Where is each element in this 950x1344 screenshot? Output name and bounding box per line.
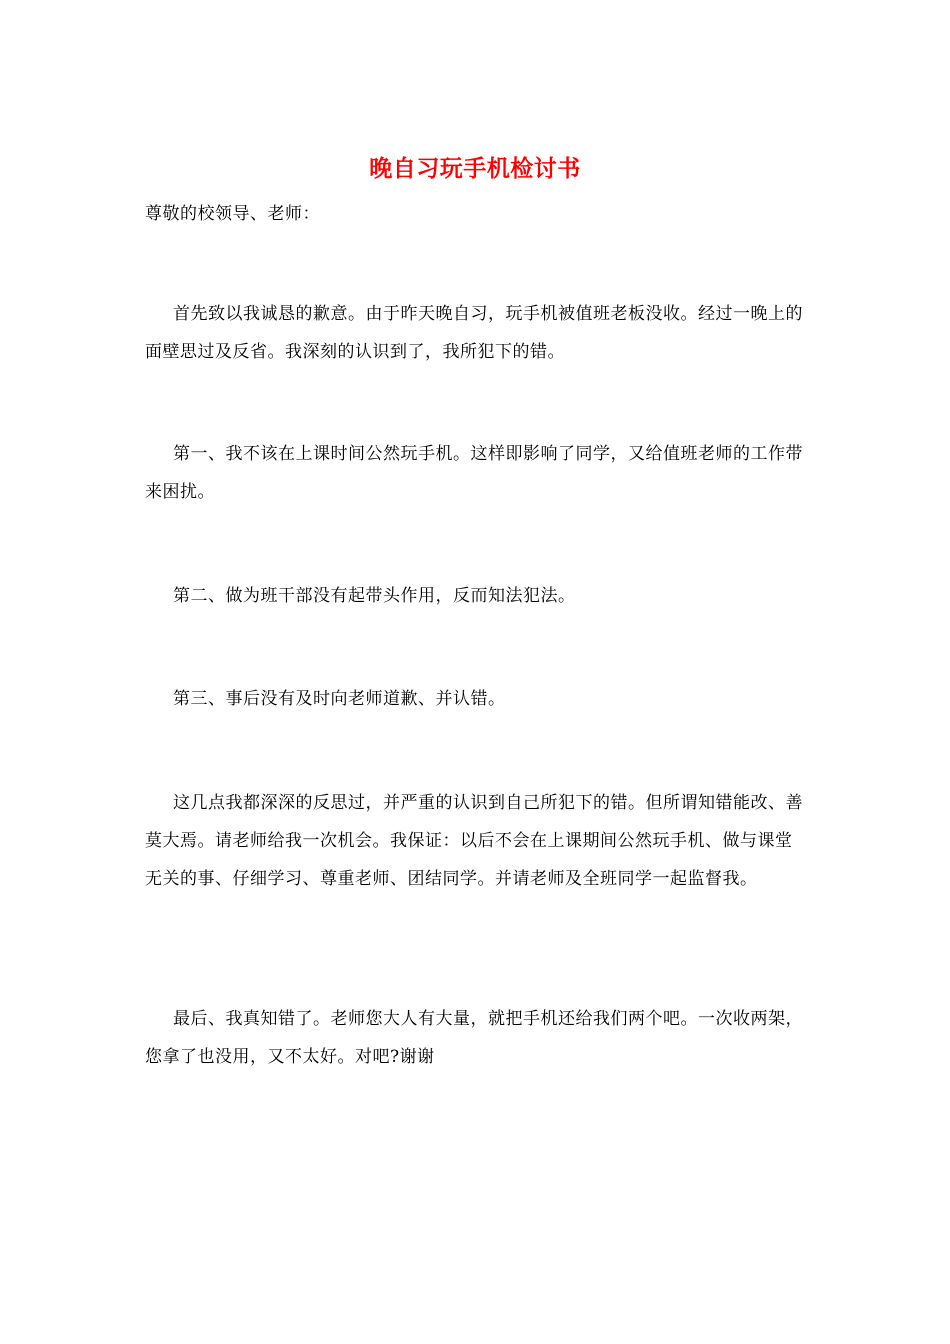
paragraph-reflection: 这几点我都深深的反思过，并严重的认识到自己所犯下的错。但所谓知错能改、善莫大焉。请老师给我一次机会。我保证：以后不会在上课期间公然玩手机、做与课堂无关的事、仔细学习、尊重老师、团结同学。并请老师及全班同学一起监督我。 — [145, 793, 803, 889]
salutation: 尊敬的校领导、老师： — [145, 204, 320, 224]
paragraph-first-point: 第一、我不该在上课时间公然玩手机。这样即影响了同学，又给值班老师的工作带来困扰。 — [145, 444, 803, 502]
paragraph-third-point: 第三、事后没有及时向老师道歉、并认错。 — [173, 689, 506, 709]
paragraph-intro: 首先致以我诚恳的歉意。由于昨天晚自习，玩手机被值班老板没收。经过一晚上的面壁思过及反省。我深刻的认识到了，我所犯下的错。 — [145, 304, 803, 362]
paragraph-second-point: 第二、做为班干部没有起带头作用，反而知法犯法。 — [173, 586, 576, 606]
paragraph-closing: 最后、我真知错了。老师您大人有大量，就把手机还给我们两个吧。一次收两架，您拿了也没用，又不太好。对吧?谢谢 — [145, 1009, 803, 1067]
document-title: 晚自习玩手机检讨书 — [369, 155, 581, 182]
